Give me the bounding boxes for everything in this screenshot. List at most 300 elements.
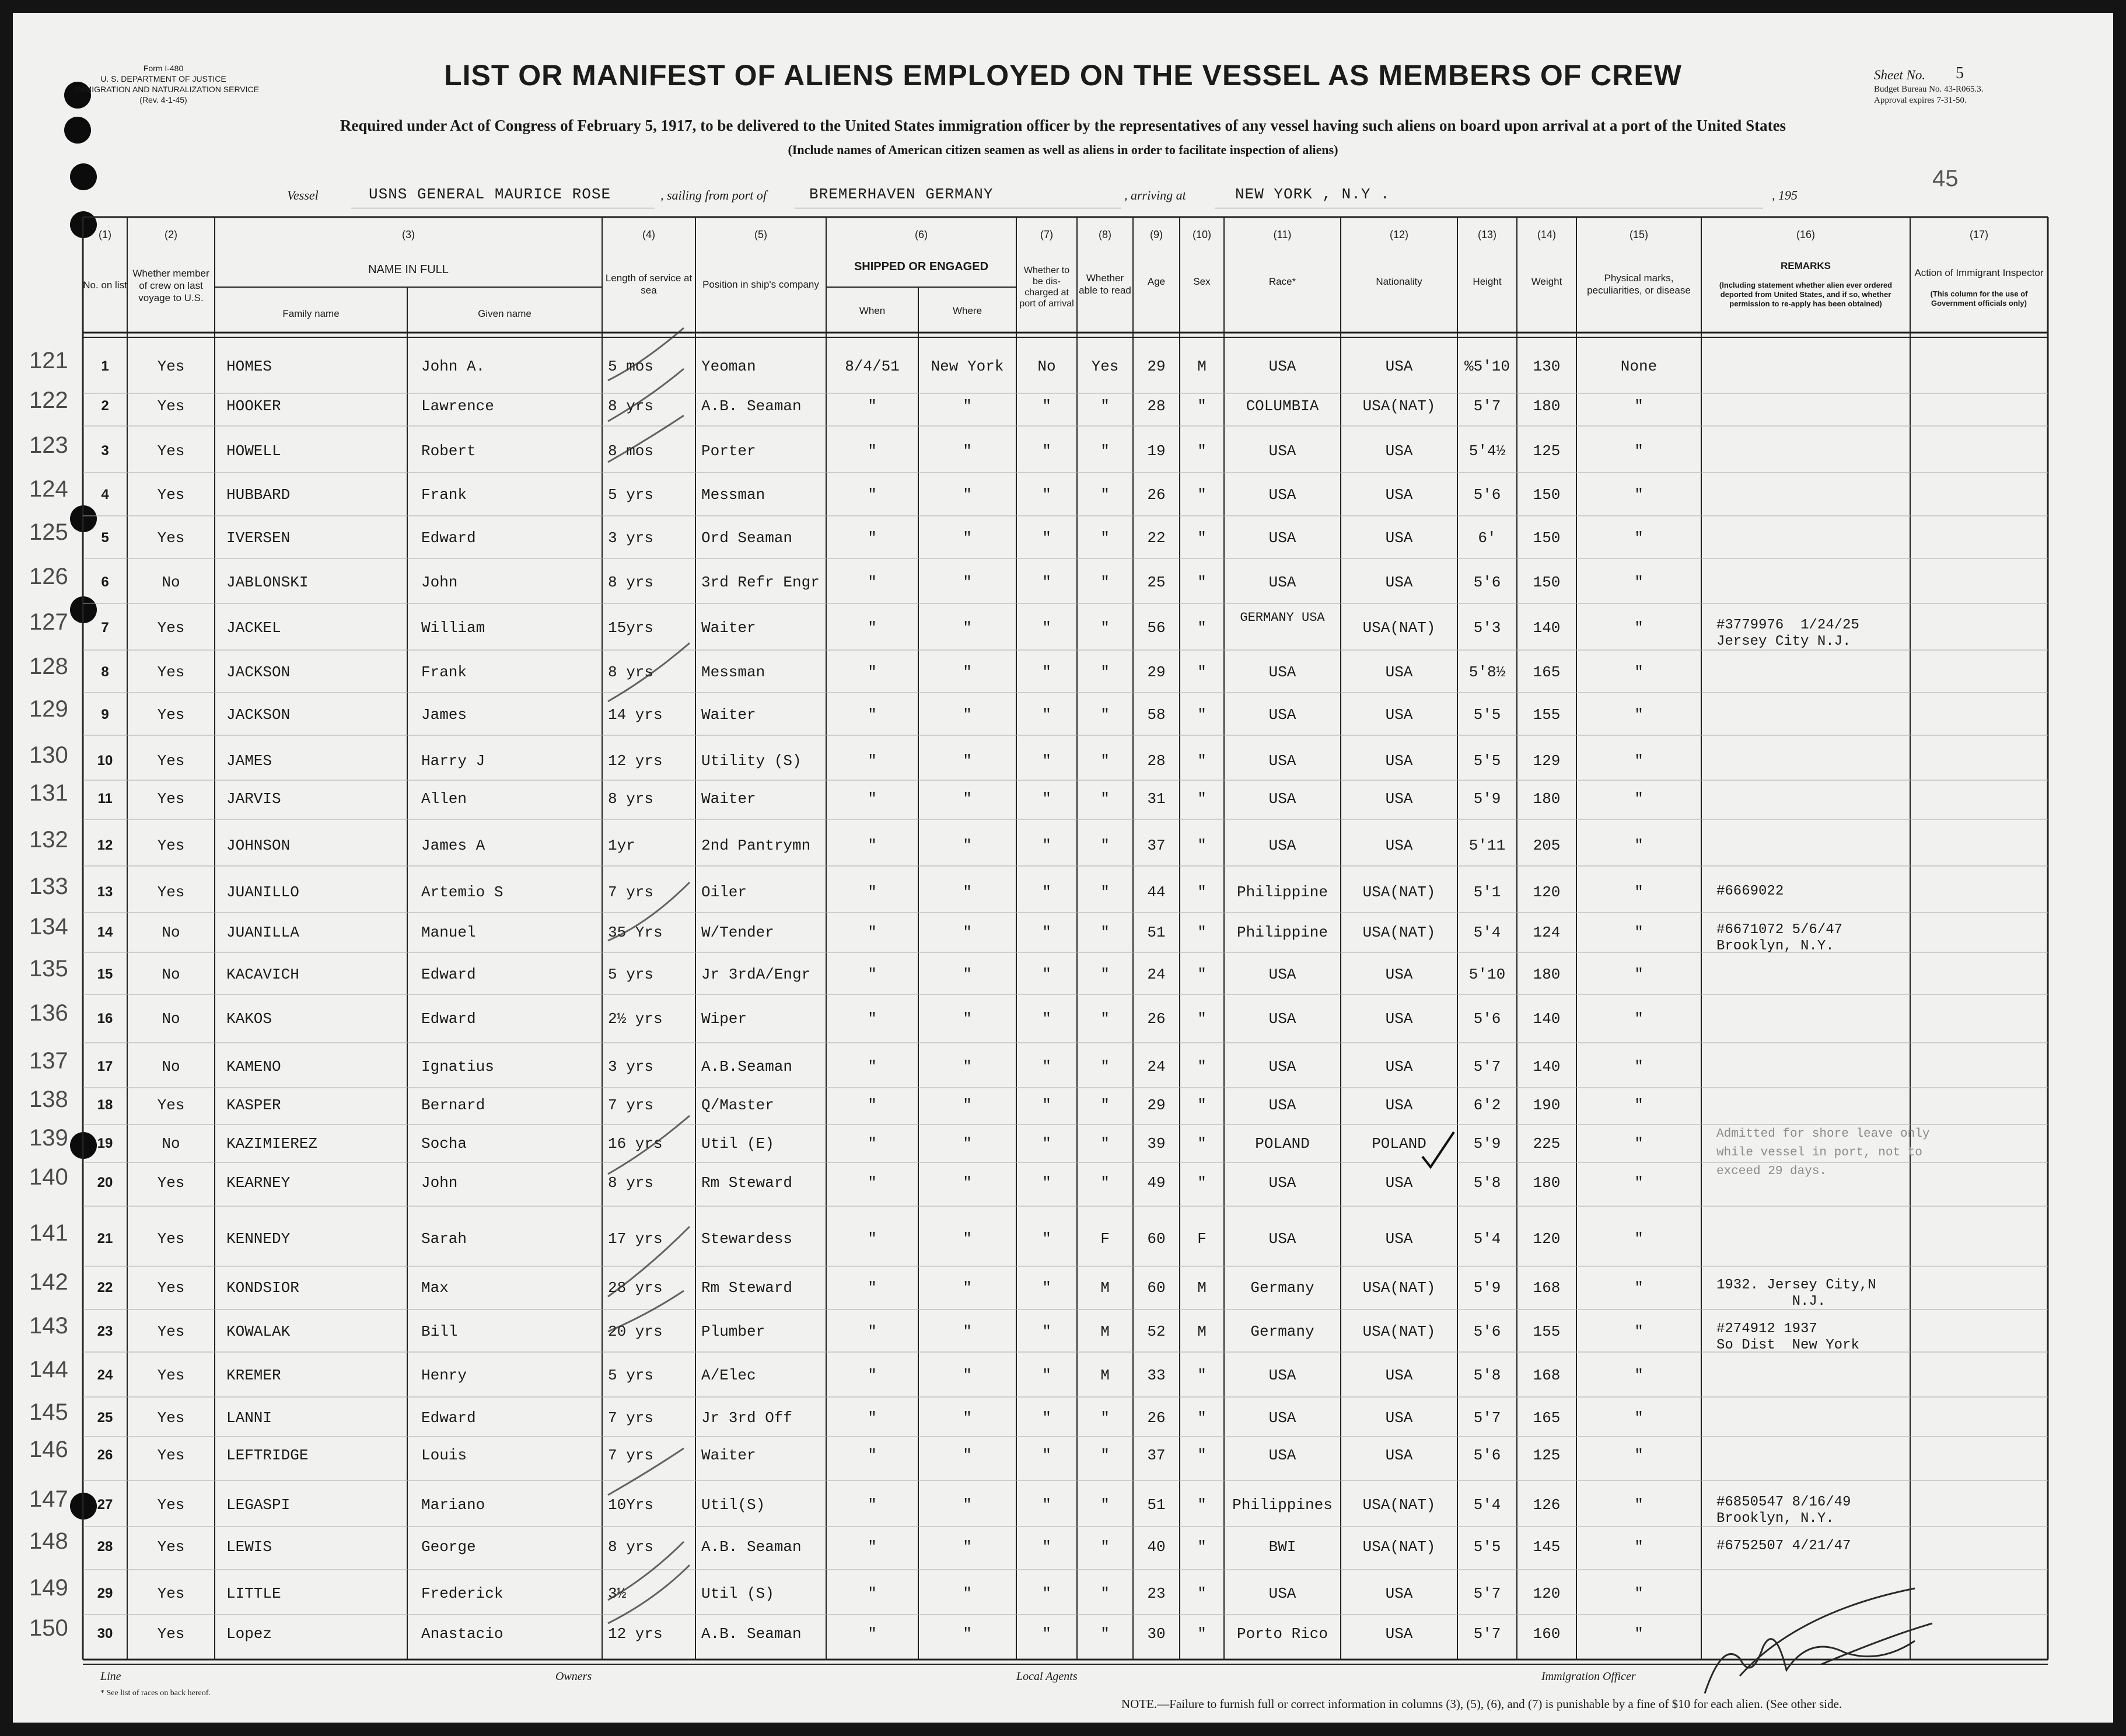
- cell-read: Yes: [1091, 358, 1119, 375]
- cell-crew: No: [162, 1135, 180, 1152]
- cell-discharge: ": [1042, 1625, 1051, 1643]
- cell-weight: 168: [1533, 1279, 1561, 1297]
- cell-when: ": [868, 1279, 877, 1297]
- cell-crew: No: [162, 924, 180, 941]
- cell-weight: 129: [1533, 752, 1561, 770]
- handwritten-line-number: 135: [29, 956, 68, 981]
- cell-position: Wiper: [701, 1010, 747, 1028]
- cell-weight: 168: [1533, 1367, 1561, 1384]
- vessel-name: USNS GENERAL MAURICE ROSE: [369, 186, 611, 203]
- cell-position: Plumber: [701, 1323, 765, 1340]
- cell-given: Mariano: [421, 1496, 485, 1514]
- cell-weight: 150: [1533, 529, 1561, 547]
- cell-discharge: ": [1042, 966, 1051, 983]
- budget-number: Budget Bureau No. 43-R065.3.: [1874, 85, 1984, 94]
- handwritten-line-number: 138: [29, 1087, 68, 1112]
- cell-weight: 160: [1533, 1625, 1561, 1643]
- cell-remarks: #6669022: [1716, 883, 1784, 899]
- form-revision: (Rev. 4-1-45): [139, 95, 187, 104]
- cell-height: 5'4: [1473, 1496, 1501, 1514]
- cell-position: Jr 3rd Off: [701, 1409, 793, 1427]
- cell-crew: Yes: [157, 1279, 185, 1297]
- cell-service: 5 yrs: [608, 966, 654, 983]
- cell-given: Louis: [421, 1447, 467, 1464]
- cell-where: ": [963, 1058, 972, 1075]
- cell-crew: Yes: [157, 358, 185, 375]
- cell-marks: ": [1634, 706, 1644, 724]
- cell-crew: Yes: [157, 1096, 185, 1114]
- cell-age: 37: [1147, 837, 1166, 854]
- cell-height: 5'9: [1473, 1135, 1501, 1152]
- cell-nationality: USA: [1385, 752, 1413, 770]
- cell-marks: ": [1634, 1135, 1644, 1152]
- footer-agents-label: Local Agents: [1016, 1670, 1078, 1683]
- cell-discharge: ": [1042, 924, 1051, 941]
- cell-when: ": [868, 1135, 877, 1152]
- cell-given: Artemio S: [421, 883, 503, 901]
- cell-height: 5'10: [1468, 966, 1506, 983]
- col-header-age: Age: [1147, 275, 1166, 287]
- cell-position: Waiter: [701, 619, 756, 637]
- cell-position: Jr 3rdA/Engr: [701, 966, 811, 983]
- cell-weight: 126: [1533, 1496, 1561, 1514]
- footer-officer-label: Immigration Officer: [1541, 1670, 1636, 1683]
- handwritten-line-number: 142: [29, 1269, 68, 1295]
- footer-owners-label: Owners: [555, 1670, 592, 1683]
- cell-no: 18: [97, 1097, 113, 1113]
- handwritten-line-number: 149: [29, 1575, 68, 1601]
- cell-discharge: ": [1042, 1367, 1051, 1384]
- cell-position: Util(S): [701, 1496, 765, 1514]
- cell-service: 12 yrs: [608, 752, 663, 770]
- cell-nationality: USA: [1385, 790, 1413, 808]
- sheet-number: 5: [1956, 64, 1964, 82]
- cell-given: John A.: [421, 358, 485, 375]
- cell-height: 5'5: [1473, 706, 1501, 724]
- cell-age: 26: [1147, 1010, 1166, 1028]
- col-header-remarks: REMARKS: [1781, 260, 1831, 271]
- cell-when: ": [868, 1323, 877, 1340]
- cell-family: KACAVICH: [226, 966, 299, 983]
- cell-family: KEARNEY: [226, 1174, 291, 1192]
- cell-no: 15: [97, 966, 113, 982]
- col-header-name: NAME IN FULL: [368, 263, 449, 276]
- cell-no: 9: [101, 707, 109, 722]
- cell-height: 5'6: [1473, 486, 1501, 504]
- cell-crew: Yes: [157, 1409, 185, 1427]
- cell-sex: ": [1197, 574, 1207, 591]
- cell-weight: 155: [1533, 706, 1561, 724]
- cell-race: USA: [1268, 752, 1296, 770]
- col-header-nationality: Nationality: [1376, 275, 1422, 287]
- cell-marks: ": [1634, 966, 1644, 983]
- cell-no: 22: [97, 1280, 113, 1295]
- cell-race: COLUMBIA: [1246, 397, 1319, 415]
- cell-no: 8: [101, 664, 109, 680]
- cell-read: ": [1100, 966, 1110, 983]
- col-number: (6): [915, 229, 928, 240]
- cell-no: 27: [97, 1497, 113, 1513]
- col-header-action-note: (This column for the use of Government officials only): [1930, 289, 2028, 308]
- cell-given: James: [421, 706, 467, 724]
- cell-where: ": [963, 924, 972, 941]
- col-number: (3): [402, 229, 415, 240]
- cell-given: Edward: [421, 966, 476, 983]
- col-header-weight: Weight: [1531, 275, 1562, 287]
- cell-weight: 120: [1533, 883, 1561, 901]
- cell-service: 8 yrs: [608, 1538, 654, 1556]
- cell-race: USA: [1268, 1585, 1296, 1602]
- cell-race: USA: [1268, 1058, 1296, 1075]
- cell-nationality: USA: [1385, 663, 1413, 681]
- cell-nationality: USA: [1385, 529, 1413, 547]
- col-header-family: Family name: [282, 308, 340, 319]
- cell-age: 51: [1147, 924, 1166, 941]
- cell-nationality: USA(NAT): [1362, 924, 1436, 941]
- cell-family: IVERSEN: [226, 529, 291, 547]
- cell-read: ": [1100, 883, 1110, 901]
- handwritten-line-number: 133: [29, 874, 68, 899]
- cell-nationality: USA: [1385, 1230, 1413, 1248]
- cell-height: 5'1: [1473, 883, 1501, 901]
- cell-marks: ": [1634, 883, 1644, 901]
- cell-discharge: ": [1042, 1323, 1051, 1340]
- cell-when: ": [868, 1096, 877, 1114]
- col-number: (14): [1537, 229, 1556, 240]
- handwritten-line-number: 140: [29, 1164, 68, 1190]
- col-number: (17): [1969, 229, 1988, 240]
- cell-where: ": [963, 574, 972, 591]
- cell-height: 5'6: [1473, 1447, 1501, 1464]
- col-header-given: Given name: [478, 308, 532, 319]
- cell-service: 7 yrs: [608, 883, 654, 901]
- cell-age: 39: [1147, 1135, 1166, 1152]
- cell-age: 24: [1147, 1058, 1166, 1075]
- cell-no: 21: [97, 1231, 113, 1246]
- cell-read: ": [1100, 837, 1110, 854]
- cell-crew: No: [162, 966, 180, 983]
- cell-height: 5'6: [1473, 1010, 1501, 1028]
- cell-age: 24: [1147, 966, 1166, 983]
- cell-no: 19: [97, 1136, 113, 1151]
- cell-nationality: USA: [1385, 358, 1413, 375]
- cell-when: ": [868, 1230, 877, 1248]
- cell-remarks: Admitted for shore leave only while vessel in port, not to exceed 29 days.: [1716, 1127, 1930, 1178]
- cell-service: 20 yrs: [608, 1323, 663, 1340]
- col-header-action: Action of Immigrant Inspector: [1914, 267, 2044, 278]
- cell-nationality: USA: [1385, 706, 1413, 724]
- cell-height: 5'9: [1473, 1279, 1501, 1297]
- cell-no: 17: [97, 1059, 113, 1074]
- cell-service: 8 yrs: [608, 663, 654, 681]
- cell-discharge: ": [1042, 706, 1051, 724]
- col-header-where: Where: [952, 305, 982, 316]
- cell-family: HOOKER: [226, 397, 281, 415]
- cell-read: ": [1100, 1058, 1110, 1075]
- cell-no: 2: [101, 398, 109, 414]
- cell-age: 33: [1147, 1367, 1166, 1384]
- cell-discharge: ": [1042, 1010, 1051, 1028]
- cell-race: USA: [1268, 529, 1296, 547]
- cell-position: A.B. Seaman: [701, 1625, 802, 1643]
- cell-no: 5: [101, 530, 109, 546]
- cell-family: JARVIS: [226, 790, 281, 808]
- cell-crew: Yes: [157, 1538, 185, 1556]
- form-department: U. S. DEPARTMENT OF JUSTICE: [100, 74, 226, 83]
- cell-marks: ": [1634, 1230, 1644, 1248]
- col-number: (15): [1629, 229, 1648, 240]
- cell-where: ": [963, 1230, 972, 1248]
- cell-where: ": [963, 706, 972, 724]
- cell-service: 8 yrs: [608, 397, 654, 415]
- cell-when: ": [868, 1625, 877, 1643]
- cell-when: ": [868, 1367, 877, 1384]
- cell-position: Waiter: [701, 706, 756, 724]
- cell-service: 1yr: [608, 837, 635, 854]
- cell-nationality: USA(NAT): [1362, 1323, 1436, 1340]
- col-number: (5): [754, 229, 767, 240]
- cell-when: ": [868, 486, 877, 504]
- cell-service: 5 yrs: [608, 1367, 654, 1384]
- cell-crew: Yes: [157, 752, 185, 770]
- cell-no: 28: [97, 1539, 113, 1555]
- cell-read: ": [1100, 706, 1110, 724]
- cell-age: 31: [1147, 790, 1166, 808]
- cell-when: ": [868, 619, 877, 637]
- col-header-race: Race*: [1268, 275, 1296, 287]
- cell-service: 8 yrs: [608, 1174, 654, 1192]
- cell-family: LEGASPI: [226, 1496, 291, 1514]
- cell-nationality: USA: [1385, 1367, 1413, 1384]
- cell-when: ": [868, 397, 877, 415]
- cell-age: 56: [1147, 619, 1166, 637]
- cell-service: 7 yrs: [608, 1447, 654, 1464]
- cell-age: 30: [1147, 1625, 1166, 1643]
- cell-where: ": [963, 1585, 972, 1602]
- subtitle-note: (Include names of American citizen seamen as well as aliens in order to facilitate inspection of aliens): [788, 142, 1338, 157]
- cell-family: JUANILLO: [226, 883, 299, 901]
- cell-sex: M: [1197, 358, 1207, 375]
- cell-position: Messman: [701, 486, 765, 504]
- cell-service: 2½ yrs: [608, 1010, 663, 1028]
- cell-remarks: #3779976 1/24/25 Jersey City N.J.: [1716, 617, 1859, 649]
- cell-discharge: ": [1042, 1096, 1051, 1114]
- cell-weight: 140: [1533, 1010, 1561, 1028]
- cell-no: 24: [97, 1367, 113, 1383]
- cell-where: ": [963, 883, 972, 901]
- sheet-label: Sheet No.: [1874, 68, 1926, 82]
- col-header-discharge: Whether to be dis-charged at port of arrival: [1019, 266, 1074, 309]
- cell-nationality: USA: [1385, 1010, 1413, 1028]
- cell-given: Bill: [421, 1323, 458, 1340]
- cell-discharge: ": [1042, 442, 1051, 460]
- cell-family: KAMENO: [226, 1058, 281, 1075]
- cell-crew: Yes: [157, 397, 185, 415]
- cell-race: Philippine: [1236, 924, 1328, 941]
- cell-family: KASPER: [226, 1096, 281, 1114]
- cell-service: 35 Yrs: [608, 924, 663, 941]
- cell-marks: ": [1634, 1496, 1644, 1514]
- cell-position: A/Elec: [701, 1367, 756, 1384]
- cell-marks: ": [1634, 752, 1644, 770]
- cell-race: Philippines: [1232, 1496, 1333, 1514]
- cell-height: 5'5: [1473, 1538, 1501, 1556]
- arrival-port: NEW YORK , N.Y .: [1235, 186, 1390, 203]
- cell-given: Anastacio: [421, 1625, 503, 1643]
- cell-given: Ignatius: [421, 1058, 494, 1075]
- cell-service: 12 yrs: [608, 1625, 663, 1643]
- cell-height: 6'2: [1473, 1096, 1501, 1114]
- cell-service: 28 yrs: [608, 1279, 663, 1297]
- col-header-service: Length of service at sea: [605, 273, 693, 296]
- cell-nationality: USA(NAT): [1362, 883, 1436, 901]
- cell-height: 5'3: [1473, 619, 1501, 637]
- cell-race: USA: [1268, 1447, 1296, 1464]
- cell-no: 26: [97, 1447, 113, 1463]
- cell-no: 29: [97, 1585, 113, 1601]
- cell-discharge: ": [1042, 486, 1051, 504]
- cell-when: ": [868, 1010, 877, 1028]
- cell-discharge: ": [1042, 619, 1051, 637]
- cell-given: Edward: [421, 1409, 476, 1427]
- cell-service: 5 yrs: [608, 486, 654, 504]
- cell-family: JUANILLA: [226, 924, 299, 941]
- cell-marks: ": [1634, 1058, 1644, 1075]
- cell-service: 17 yrs: [608, 1230, 663, 1248]
- cell-weight: 165: [1533, 1409, 1561, 1427]
- cell-weight: 205: [1533, 837, 1561, 854]
- cell-height: 6': [1478, 529, 1496, 547]
- cell-sex: F: [1197, 1230, 1207, 1248]
- handwritten-line-number: 145: [29, 1399, 68, 1425]
- col-header-sex: Sex: [1193, 275, 1211, 287]
- cell-when: ": [868, 790, 877, 808]
- cell-service: 14 yrs: [608, 706, 663, 724]
- cell-given: Frank: [421, 486, 467, 504]
- cell-race: USA: [1268, 1409, 1296, 1427]
- cell-weight: 120: [1533, 1585, 1561, 1602]
- cell-no: 10: [97, 753, 113, 769]
- cell-position: Waiter: [701, 1447, 756, 1464]
- cell-read: ": [1100, 529, 1110, 547]
- cell-family: KENNEDY: [226, 1230, 291, 1248]
- cell-where: ": [963, 790, 972, 808]
- cell-position: Utility (S): [701, 752, 802, 770]
- cell-read: M: [1100, 1323, 1110, 1340]
- cell-crew: Yes: [157, 790, 185, 808]
- cell-where: ": [963, 1367, 972, 1384]
- cell-where: ": [963, 1447, 972, 1464]
- cell-position: Porter: [701, 442, 756, 460]
- cell-weight: 180: [1533, 966, 1561, 983]
- cell-crew: Yes: [157, 706, 185, 724]
- cell-service: 16 yrs: [608, 1135, 663, 1152]
- cell-race: USA: [1268, 663, 1296, 681]
- cell-crew: Yes: [157, 1625, 185, 1643]
- col-number: (7): [1040, 229, 1053, 240]
- cell-when: ": [868, 1496, 877, 1514]
- cell-read: ": [1100, 1538, 1110, 1556]
- cell-crew: Yes: [157, 619, 185, 637]
- cell-nationality: USA(NAT): [1362, 1496, 1436, 1514]
- cell-marks: ": [1634, 837, 1644, 854]
- cell-sex: ": [1197, 529, 1207, 547]
- cell-position: Rm Steward: [701, 1174, 793, 1192]
- handwritten-line-number: 132: [29, 827, 68, 853]
- cell-no: 23: [97, 1323, 113, 1339]
- cell-crew: Yes: [157, 529, 185, 547]
- cell-where: ": [963, 1538, 972, 1556]
- cell-discharge: No: [1037, 358, 1056, 375]
- cell-service: 7 yrs: [608, 1096, 654, 1114]
- form-service: IMMIGRATION AND NATURALIZATION SERVICE: [76, 85, 259, 94]
- cell-read: ": [1100, 619, 1110, 637]
- cell-family: LITTLE: [226, 1585, 281, 1602]
- cell-family: KOWALAK: [226, 1323, 291, 1340]
- cell-age: 23: [1147, 1585, 1166, 1602]
- cell-given: John: [421, 1174, 458, 1192]
- cell-sex: ": [1197, 486, 1207, 504]
- cell-service: 3½: [608, 1585, 627, 1602]
- cell-read: ": [1100, 486, 1110, 504]
- cell-given: Frederick: [421, 1585, 503, 1602]
- cell-read: ": [1100, 1135, 1110, 1152]
- col-header-remarks-note: (Including statement whether alien ever ordered deported from United States, and if so, whether permission to re-apply has been obtained): [1719, 281, 1893, 308]
- cell-where: ": [963, 1010, 972, 1028]
- sailing-label: , sailing from port of: [660, 188, 767, 202]
- handwritten-line-number: 124: [29, 476, 68, 502]
- cell-age: 52: [1147, 1323, 1166, 1340]
- cell-no: 25: [97, 1410, 113, 1426]
- cell-when: ": [868, 574, 877, 591]
- col-header-shipped: SHIPPED OR ENGAGED: [854, 260, 989, 273]
- cell-no: 4: [101, 487, 109, 502]
- cell-age: 26: [1147, 486, 1166, 504]
- cell-discharge: ": [1042, 397, 1051, 415]
- cell-height: 5'7: [1473, 1409, 1501, 1427]
- cell-nationality: USA: [1385, 1409, 1413, 1427]
- cell-crew: Yes: [157, 663, 185, 681]
- cell-position: Q/Master: [701, 1096, 774, 1114]
- cell-discharge: ": [1042, 1279, 1051, 1297]
- cell-nationality: USA: [1385, 837, 1413, 854]
- cell-sex: ": [1197, 1010, 1207, 1028]
- cell-crew: Yes: [157, 442, 185, 460]
- cell-where: ": [963, 619, 972, 637]
- handwritten-line-number: 143: [29, 1313, 68, 1339]
- cell-when: ": [868, 1058, 877, 1075]
- cell-race: Germany: [1250, 1323, 1314, 1340]
- cell-read: M: [1100, 1367, 1110, 1384]
- cell-remarks: #6850547 8/16/49 Brooklyn, N.Y.: [1716, 1494, 1851, 1527]
- handwritten-line-number: 123: [29, 432, 68, 458]
- col-number: (8): [1099, 229, 1111, 240]
- cell-race: USA: [1268, 1010, 1296, 1028]
- cell-given: George: [421, 1538, 476, 1556]
- cell-marks: ": [1634, 1585, 1644, 1602]
- handwritten-line-number: 122: [29, 387, 68, 413]
- cell-weight: 180: [1533, 397, 1561, 415]
- cell-family: KREMER: [226, 1367, 281, 1384]
- cell-height: 5'7: [1473, 1585, 1501, 1602]
- cell-read: ": [1100, 1174, 1110, 1192]
- cell-where: ": [963, 1409, 972, 1427]
- cell-where: ": [963, 397, 972, 415]
- handwritten-line-number: 148: [29, 1528, 68, 1554]
- cell-family: KAZIMIEREZ: [226, 1135, 318, 1152]
- cell-remarks: #6671072 5/6/47 Brooklyn, N.Y.: [1716, 922, 1843, 954]
- cell-discharge: ": [1042, 837, 1051, 854]
